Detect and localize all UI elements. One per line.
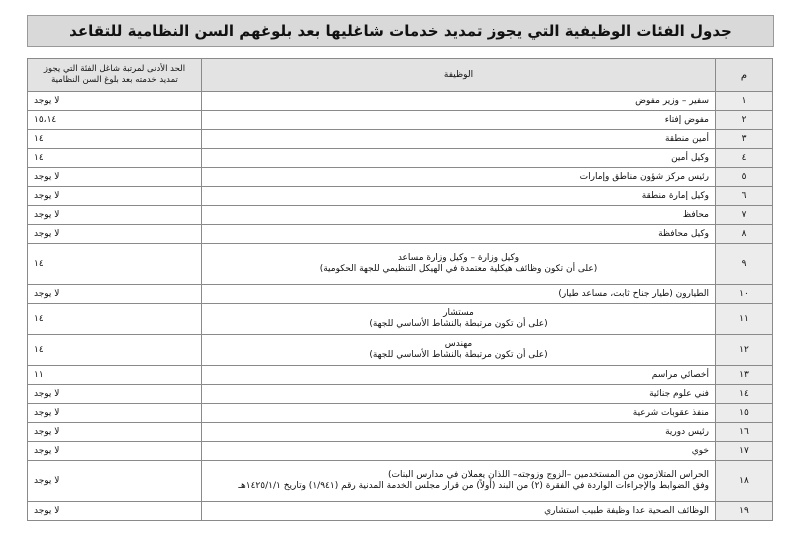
table-row: [28, 461, 773, 502]
row-number: ٤: [716, 149, 773, 168]
min-rank: ١٥،١٤: [28, 111, 202, 130]
row-number: ٨: [716, 225, 773, 244]
min-rank: لا يوجد: [28, 404, 202, 423]
table-row: [28, 92, 773, 111]
table-body: [28, 92, 773, 521]
job-title-line: الطيارون (طيار جناح ثابت، مساعد طيار): [558, 288, 709, 299]
job-title: [202, 304, 716, 335]
table-row: [28, 404, 773, 423]
header-min-rank-line: تمديد خدمته بعد بلوغ السن النظامية: [51, 75, 178, 85]
min-rank: لا يوجد: [28, 285, 202, 304]
table-row: [28, 225, 773, 244]
header-job: الوظيفة: [202, 59, 716, 92]
job-title: [202, 130, 716, 149]
min-rank: لا يوجد: [28, 423, 202, 442]
min-rank: ١٤: [28, 335, 202, 366]
header-min-rank-line: الحد الأدنى لمرتبة شاغل الفئة التي يجوز: [43, 64, 186, 74]
job-title: [202, 442, 716, 461]
row-number: ١٨: [716, 461, 773, 502]
row-number: ٦: [716, 187, 773, 206]
job-title-line: وكيل محافظة: [658, 228, 709, 239]
table-row: [28, 111, 773, 130]
job-title: [202, 187, 716, 206]
table-row: [28, 168, 773, 187]
job-title: [202, 423, 716, 442]
min-rank: ١١: [28, 366, 202, 385]
table-row: [28, 335, 773, 366]
job-title-line: الحراس المتلازمون من المستخدمين –الزوج وزوجته– اللذان يعملان في مدارس البنات): [387, 470, 709, 480]
row-number: ٢: [716, 111, 773, 130]
min-rank: ١٤: [28, 244, 202, 285]
job-title-line: وكيل إمارة منطقة: [641, 190, 709, 201]
job-title-line: أمين منطقة: [664, 133, 709, 144]
job-title-line: مهندس: [444, 339, 473, 349]
min-rank: لا يوجد: [28, 187, 202, 206]
row-number: ١٤: [716, 385, 773, 404]
table-row: [28, 130, 773, 149]
min-rank: ١٤: [28, 149, 202, 168]
row-number: ١٧: [716, 442, 773, 461]
job-title-line: خوي: [691, 445, 709, 456]
table-row: [28, 187, 773, 206]
job-title: [202, 366, 716, 385]
min-rank: لا يوجد: [28, 385, 202, 404]
job-title: [202, 335, 716, 366]
row-number: ١٣: [716, 366, 773, 385]
table-row: [28, 149, 773, 168]
min-rank: لا يوجد: [28, 442, 202, 461]
min-rank: ١٤: [28, 304, 202, 335]
row-number: ٥: [716, 168, 773, 187]
job-title: [202, 404, 716, 423]
row-number: ١٦: [716, 423, 773, 442]
job-title: [202, 225, 716, 244]
job-title-line: وكيل وزارة – وكيل وزارة مساعد: [397, 253, 520, 263]
row-number: ١١: [716, 304, 773, 335]
job-title-line: مفوض إفتاء: [664, 114, 709, 125]
header-number: م: [716, 59, 773, 92]
job-title: [202, 111, 716, 130]
job-title-line: (على أن تكون وظائف هيكلية معتمدة في الهيكل التنظيمي للجهة الحكومية): [319, 264, 598, 274]
job-title: [202, 244, 716, 285]
row-number: ١٠: [716, 285, 773, 304]
job-categories-table: [27, 58, 773, 521]
row-number: ١٩: [716, 502, 773, 521]
min-rank: لا يوجد: [28, 461, 202, 502]
job-title-line: رئيس دورية: [665, 426, 709, 437]
min-rank: لا يوجد: [28, 92, 202, 111]
min-rank: لا يوجد: [28, 502, 202, 521]
job-title: [202, 92, 716, 111]
table-row: [28, 304, 773, 335]
table-row: [28, 385, 773, 404]
job-title-line: رئيس مركز شؤون مناطق وإمارات: [579, 171, 709, 182]
min-rank: لا يوجد: [28, 225, 202, 244]
job-title-line: منفذ عقوبات شرعية: [632, 407, 709, 418]
header-min-rank: [28, 59, 202, 92]
job-title-line: فني علوم جنائية: [649, 388, 709, 399]
min-rank: لا يوجد: [28, 168, 202, 187]
table-header-row: [28, 59, 773, 92]
table-row: [28, 206, 773, 225]
job-title: [202, 149, 716, 168]
table-row: [28, 285, 773, 304]
job-title: [202, 385, 716, 404]
document-title: جدول الفئات الوظيفية التي يجوز تمديد خدمات شاغليها بعد بلوغهم السن النظامية للتقاعد: [27, 15, 774, 47]
row-number: ١٥: [716, 404, 773, 423]
job-title-line: وفق الضوابط والإجراءات الواردة في الفقرة (٢) من البند (أولاً) من قرار مجلس الخدمة المدنية رقم (١/٩٤١) وتاريخ ١٤٢٥/١/١هـ: [238, 481, 709, 491]
job-title-line: سفير – وزير مفوض: [635, 95, 709, 106]
job-title-line: مستشار: [443, 308, 474, 318]
job-title-line: أخصائي مراسم: [651, 369, 709, 380]
job-title-line: (على أن تكون مرتبطة بالنشاط الأساسي للجهة): [369, 319, 548, 329]
job-title: [202, 285, 716, 304]
job-title: [202, 206, 716, 225]
row-number: ٧: [716, 206, 773, 225]
table-row: [28, 423, 773, 442]
table-row: [28, 244, 773, 285]
row-number: ١: [716, 92, 773, 111]
table-row: [28, 366, 773, 385]
job-title: [202, 502, 716, 521]
row-number: ٣: [716, 130, 773, 149]
job-title-line: وكيل أمين: [671, 152, 709, 163]
table-row: [28, 502, 773, 521]
min-rank: ١٤: [28, 130, 202, 149]
job-title-line: (على أن تكون مرتبطة بالنشاط الأساسي للجهة): [369, 350, 548, 360]
row-number: ٩: [716, 244, 773, 285]
job-title-line: محافظ: [682, 209, 709, 220]
row-number: ١٢: [716, 335, 773, 366]
table-row: [28, 442, 773, 461]
job-title: [202, 461, 716, 502]
job-title: [202, 168, 716, 187]
job-title-line: الوظائف الصحية عدا وظيفة طبيب استشاري: [544, 505, 709, 516]
min-rank: لا يوجد: [28, 206, 202, 225]
